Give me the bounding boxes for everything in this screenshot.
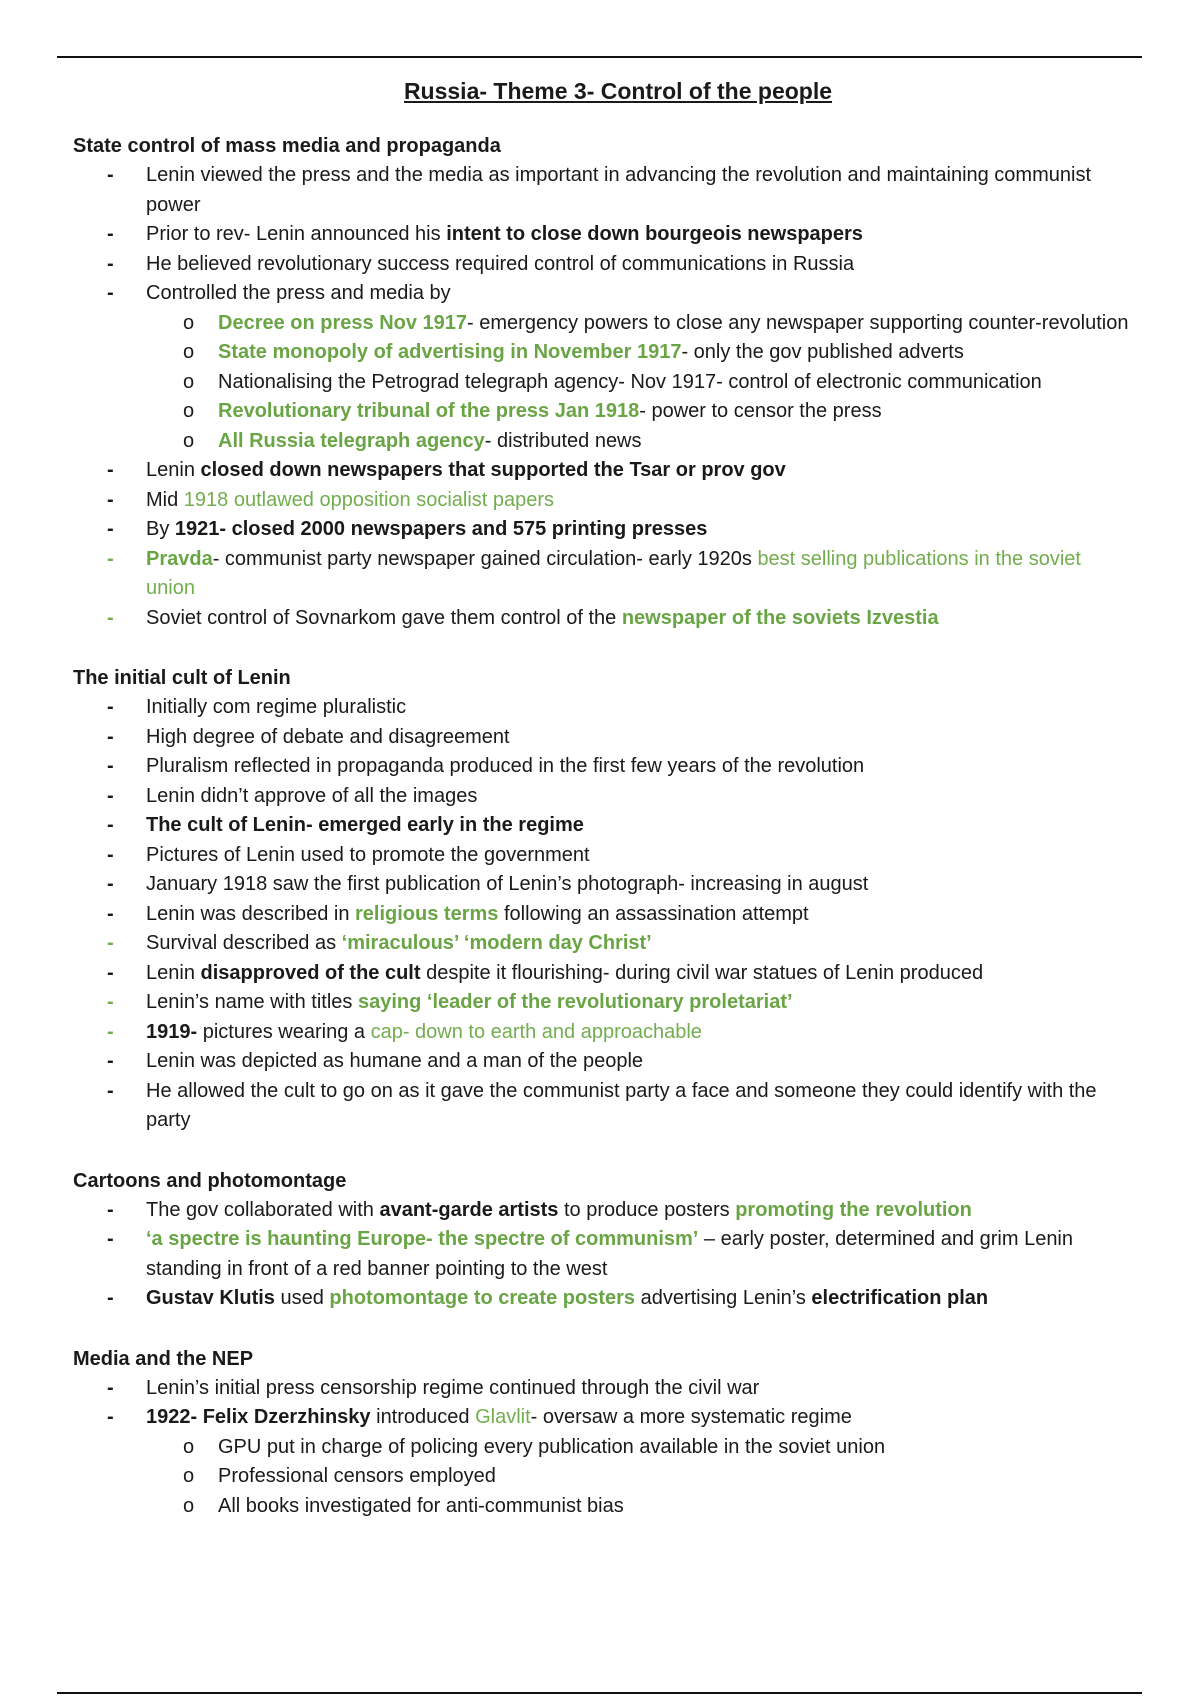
text-segment: introduced bbox=[370, 1406, 476, 1428]
text-segment: religious terms bbox=[355, 902, 499, 925]
list-item bbox=[73, 693, 1133, 723]
dash-bullet-icon: - bbox=[107, 1079, 114, 1102]
text-segment: photomontage to create posters bbox=[329, 1287, 636, 1309]
text-segment: closed down newspapers that supported the Tsar or prov gov bbox=[200, 459, 786, 481]
dash-bullet-icon: - bbox=[107, 606, 114, 629]
sub-list-item bbox=[73, 309, 1133, 339]
dash-bullet-icon: - bbox=[107, 755, 114, 777]
document-page bbox=[73, 72, 1133, 1551]
text-segment: newspaper of the soviets Izvestia bbox=[621, 606, 939, 629]
text-segment: High degree of debate and disagreement bbox=[146, 725, 510, 748]
text-segment: By bbox=[146, 518, 175, 540]
text-segment: avant-garde artists bbox=[379, 1198, 559, 1221]
bullet-list bbox=[73, 161, 1133, 633]
text-segment: GPU put in charge of policing every publication available in the soviet union bbox=[218, 1435, 886, 1458]
list-item bbox=[73, 279, 1133, 309]
text-segment: All books investigated for anti-communist bias bbox=[218, 1494, 624, 1517]
section-heading: State control of mass media and propaganda bbox=[73, 135, 501, 157]
dash-bullet-icon: - bbox=[107, 1406, 114, 1428]
dash-bullet-icon: - bbox=[107, 843, 114, 866]
dash-bullet-icon: - bbox=[107, 164, 114, 186]
list-item bbox=[73, 811, 1133, 841]
text-segment: 1919- bbox=[146, 1020, 198, 1043]
circle-bullet-icon: o bbox=[183, 370, 195, 393]
text-segment: Lenin didn’t approve of all the images bbox=[146, 784, 478, 807]
section-1 bbox=[73, 663, 1133, 1136]
text-segment: Mid bbox=[146, 488, 184, 511]
text-segment: Controlled the press and media by bbox=[146, 282, 451, 304]
text-segment: - oversaw a more systematic regime bbox=[530, 1406, 852, 1428]
text-segment: best selling publications in the soviet union bbox=[146, 547, 1081, 599]
list-item bbox=[73, 870, 1133, 900]
page-title: Russia- Theme 3- Control of the people bbox=[403, 78, 833, 104]
list-item bbox=[73, 1284, 1133, 1314]
text-segment: Glavlit bbox=[475, 1406, 531, 1428]
text-segment: ‘miraculous’ ‘modern day Christ’ bbox=[341, 932, 652, 954]
list-item bbox=[73, 604, 1133, 634]
text-segment: Nationalising the Petrograd telegraph agency- Nov 1917- control of electronic communication bbox=[218, 370, 1042, 393]
list-item bbox=[73, 456, 1133, 486]
list-item bbox=[73, 250, 1133, 280]
dash-bullet-icon: - bbox=[107, 784, 114, 807]
text-segment: - communist party newspaper gained circulation- early 1920s bbox=[212, 547, 758, 570]
dash-bullet-icon: - bbox=[107, 459, 114, 481]
list-item bbox=[73, 1047, 1133, 1077]
dash-bullet-icon: - bbox=[107, 252, 114, 275]
text-segment: to produce posters bbox=[558, 1198, 736, 1221]
text-segment: 1921- closed 2000 newspapers and 575 printing presses bbox=[174, 518, 708, 540]
list-item bbox=[73, 1196, 1133, 1226]
text-segment: - distributed news bbox=[484, 429, 642, 452]
bullet-list bbox=[73, 693, 1133, 1136]
text-segment: - power to censor the press bbox=[639, 400, 882, 422]
text-segment: pictures wearing a bbox=[197, 1020, 371, 1043]
text-segment: - only the gov published adverts bbox=[681, 341, 964, 363]
sub-list-item bbox=[73, 1433, 1133, 1463]
list-item bbox=[73, 752, 1133, 782]
list-item bbox=[73, 486, 1133, 516]
text-segment: State monopoly of advertising in November 1917 bbox=[218, 341, 682, 363]
text-segment: - emergency powers to close any newspaper supporting counter-revolution bbox=[467, 311, 1129, 334]
list-item bbox=[73, 900, 1133, 930]
text-segment: cap- down to earth and approachable bbox=[370, 1020, 702, 1043]
text-segment: Lenin was described in bbox=[146, 902, 356, 925]
text-segment: Survival described as bbox=[146, 932, 342, 954]
text-segment: used bbox=[274, 1287, 330, 1309]
dash-bullet-icon: - bbox=[107, 1020, 114, 1043]
circle-bullet-icon: o bbox=[183, 1494, 195, 1517]
dash-bullet-icon: - bbox=[107, 814, 114, 836]
sub-list-item bbox=[73, 368, 1133, 398]
text-segment: He allowed the cult to go on as it gave the communist party a face and someone they could identify with the party bbox=[146, 1079, 1097, 1131]
text-segment: Lenin bbox=[146, 459, 201, 481]
dash-bullet-icon: - bbox=[107, 1228, 114, 1250]
section-heading: The initial cult of Lenin bbox=[73, 667, 291, 689]
dash-bullet-icon: - bbox=[107, 518, 114, 540]
section-2 bbox=[73, 1166, 1133, 1314]
list-item bbox=[73, 782, 1133, 812]
list-item bbox=[73, 841, 1133, 871]
sub-list-item bbox=[73, 427, 1133, 457]
dash-bullet-icon: - bbox=[107, 282, 114, 304]
list-item bbox=[73, 1225, 1133, 1284]
text-segment: Lenin viewed the press and the media as important in advancing the revolution and maintaining communist power bbox=[146, 164, 1091, 216]
sub-list-item bbox=[73, 338, 1133, 368]
text-segment: Lenin bbox=[146, 961, 201, 984]
text-segment: Lenin’s initial press censorship regime continued through the civil war bbox=[146, 1376, 760, 1399]
text-segment: Soviet control of Sovnarkom gave them control of the bbox=[146, 606, 622, 629]
text-segment: promoting the revolution bbox=[735, 1198, 972, 1221]
list-item bbox=[73, 1374, 1133, 1404]
dash-bullet-icon: - bbox=[107, 873, 114, 895]
text-segment: 1918 outlawed opposition socialist papers bbox=[183, 488, 555, 511]
dash-bullet-icon: - bbox=[107, 725, 114, 748]
text-segment: ‘a spectre is haunting Europe- the spectre of communism’ bbox=[146, 1228, 699, 1250]
section-heading: Media and the NEP bbox=[73, 1347, 254, 1370]
dash-bullet-icon: - bbox=[107, 1376, 114, 1399]
list-item bbox=[73, 161, 1133, 220]
circle-bullet-icon: o bbox=[183, 1465, 195, 1487]
list-item bbox=[73, 988, 1133, 1018]
list-item bbox=[73, 515, 1133, 545]
text-segment: Pravda bbox=[146, 547, 213, 570]
circle-bullet-icon: o bbox=[183, 311, 195, 334]
text-segment: – early poster, determined and grim Lenin standing in front of a red banner pointing to the west bbox=[146, 1228, 1074, 1280]
dash-bullet-icon: - bbox=[107, 991, 114, 1013]
text-segment: despite it flourishing- during civil war statues of Lenin produced bbox=[420, 961, 984, 984]
text-segment: intent to close down bourgeois newspapers bbox=[446, 223, 863, 245]
text-segment: saying ‘leader of the revolutionary proletariat’ bbox=[357, 991, 793, 1013]
text-segment: electrification plan bbox=[811, 1287, 989, 1309]
dash-bullet-icon: - bbox=[107, 1198, 114, 1221]
dash-bullet-icon: - bbox=[107, 932, 114, 954]
text-segment: Lenin was depicted as humane and a man of the people bbox=[146, 1050, 644, 1072]
sub-list-item bbox=[73, 1492, 1133, 1522]
list-item bbox=[73, 959, 1133, 989]
list-item bbox=[73, 1018, 1133, 1048]
list-item bbox=[73, 220, 1133, 250]
text-segment: Pluralism reflected in propaganda produced in the first few years of the revolution bbox=[146, 755, 865, 777]
text-segment: following an assassination attempt bbox=[498, 902, 809, 925]
dash-bullet-icon: - bbox=[107, 1287, 114, 1309]
text-segment: Prior to rev- Lenin announced his bbox=[146, 223, 447, 245]
circle-bullet-icon: o bbox=[183, 341, 195, 363]
dash-bullet-icon: - bbox=[107, 961, 114, 984]
text-segment: Decree on press Nov 1917 bbox=[218, 311, 468, 334]
sections-container bbox=[73, 131, 1133, 1521]
text-segment: Pictures of Lenin used to promote the government bbox=[146, 843, 590, 866]
text-segment: Professional censors employed bbox=[218, 1465, 496, 1487]
section-3 bbox=[73, 1344, 1133, 1522]
circle-bullet-icon: o bbox=[183, 1435, 195, 1458]
dash-bullet-icon: - bbox=[107, 488, 114, 511]
dash-bullet-icon: - bbox=[107, 902, 114, 925]
text-segment: Revolutionary tribunal of the press Jan 1918 bbox=[218, 400, 640, 422]
text-segment: Initially com regime pluralistic bbox=[146, 696, 407, 718]
text-segment: The gov collaborated with bbox=[146, 1198, 380, 1221]
text-segment: Lenin’s name with titles bbox=[146, 991, 358, 1013]
list-item bbox=[73, 723, 1133, 753]
text-segment: The cult of Lenin- emerged early in the regime bbox=[146, 814, 584, 836]
text-segment: advertising Lenin’s bbox=[635, 1287, 812, 1309]
bullet-list bbox=[73, 1196, 1133, 1314]
top-rule bbox=[57, 56, 1142, 58]
dash-bullet-icon: - bbox=[107, 696, 114, 718]
bottom-rule bbox=[57, 1692, 1142, 1694]
text-segment: Gustav Klutis bbox=[146, 1287, 275, 1309]
dash-bullet-icon: - bbox=[107, 1050, 114, 1072]
sub-list-item bbox=[73, 397, 1133, 427]
list-item bbox=[73, 545, 1133, 604]
list-item bbox=[73, 1403, 1133, 1433]
list-item bbox=[73, 929, 1133, 959]
circle-bullet-icon: o bbox=[183, 400, 195, 422]
text-segment: January 1918 saw the first publication of Lenin’s photograph- increasing in august bbox=[146, 873, 869, 895]
list-item bbox=[73, 1077, 1133, 1136]
dash-bullet-icon: - bbox=[107, 547, 114, 570]
text-segment: 1922- Felix Dzerzhinsky bbox=[146, 1406, 371, 1428]
bullet-list bbox=[73, 1374, 1133, 1522]
sub-list-item bbox=[73, 1462, 1133, 1492]
text-segment: disapproved of the cult bbox=[200, 961, 421, 984]
text-segment: All Russia telegraph agency bbox=[218, 429, 485, 452]
section-0 bbox=[73, 131, 1133, 633]
text-segment: He believed revolutionary success required control of communications in Russia bbox=[146, 252, 855, 275]
dash-bullet-icon: - bbox=[107, 223, 114, 245]
circle-bullet-icon: o bbox=[183, 429, 195, 452]
section-heading: Cartoons and photomontage bbox=[73, 1169, 347, 1192]
